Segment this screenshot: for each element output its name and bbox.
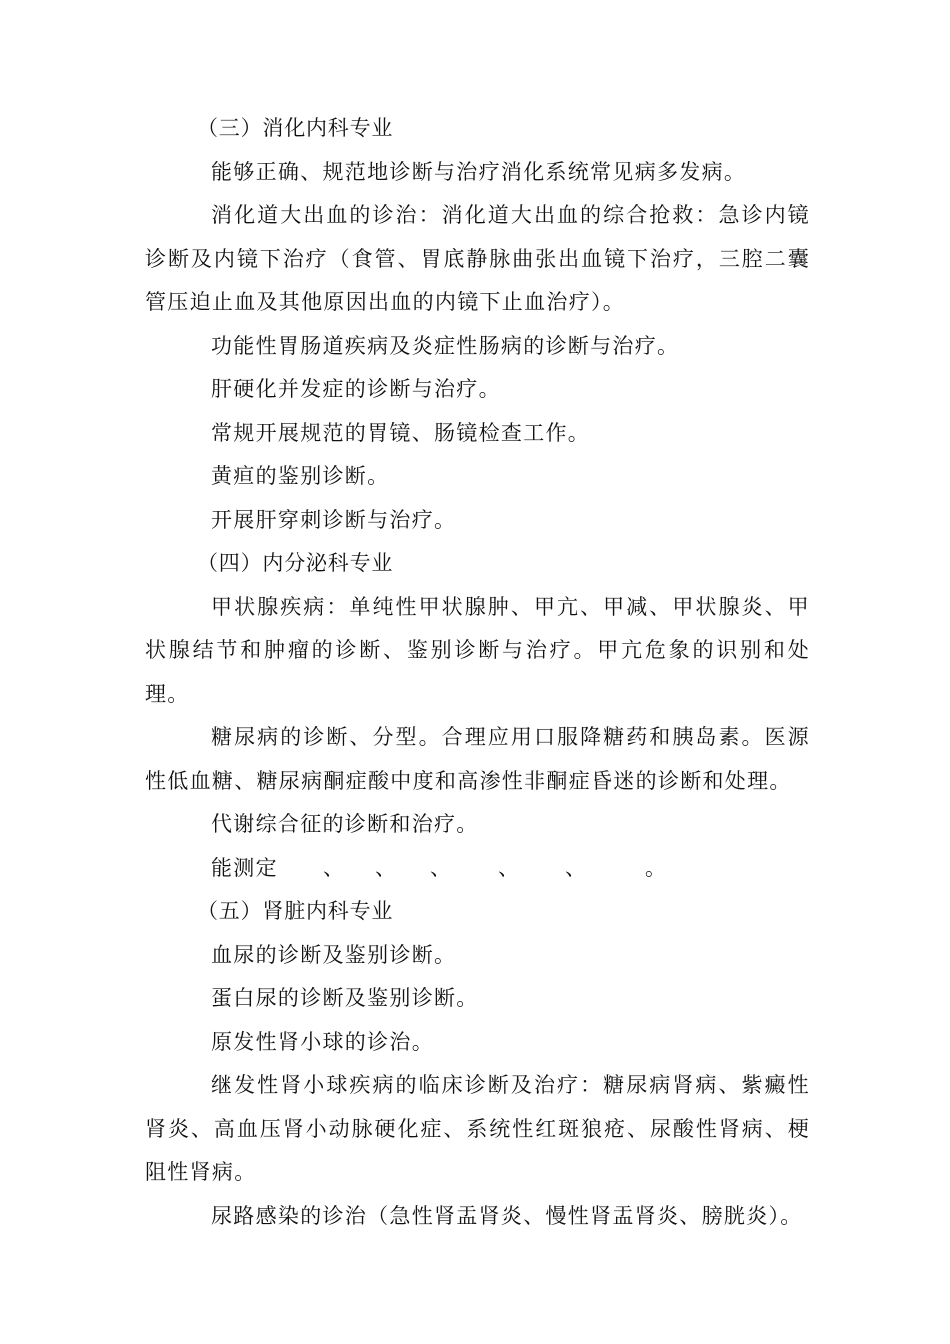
blank-separator: 、	[430, 855, 451, 880]
paragraph: 开展肝穿刺诊断与治疗。	[211, 507, 457, 532]
paragraph: 原发性肾小球的诊治。	[211, 1029, 434, 1054]
paragraph: 代谢综合征的诊断和治疗。	[211, 812, 479, 836]
section-heading-nephrology: （五）肾脏内科专业	[197, 899, 394, 923]
fill-in-blank-line	[145, 847, 810, 891]
paragraph: 肝硬化并发症的诊断与治疗。	[211, 377, 501, 401]
paragraph: 血尿的诊断及鉴别诊断。	[211, 942, 457, 967]
paragraph: 蛋白尿的诊断及鉴别诊断。	[211, 986, 479, 1010]
paragraph: 尿路感染的诊治（急性肾盂肾炎、慢性肾盂肾炎、膀胱炎）。	[211, 1203, 803, 1228]
paragraph: 继发性肾小球疾病的临床诊断及治疗：糖尿病肾病、紫癜性肾炎、高血压肾小动脉硬化症、系统性红斑狼疮、尿酸性肾病、梗阻性肾病。	[145, 1073, 810, 1184]
blank-separator: 、	[498, 855, 519, 880]
blank-separator: 、	[375, 855, 396, 880]
blank-separator: 、	[565, 855, 586, 880]
paragraph: 黄疸的鉴别诊断。	[211, 464, 390, 488]
section-heading-gastroenterology: （三）消化内科专业	[197, 116, 394, 140]
blank-line-label: 能测定	[211, 855, 278, 880]
paragraph: 消化道大出血的诊治：消化道大出血的综合抢救：急诊内镜诊断及内镜下治疗（食管、胃底静脉曲张出血镜下治疗，三腔二囊管压迫止血及其他原因出血的内镜下止血治疗）。	[145, 203, 810, 314]
paragraph: 常规开展规范的胃镜、肠镜检查工作。	[211, 420, 591, 445]
paragraph: 甲状腺疾病：单纯性甲状腺肿、甲亢、甲减、甲状腺炎、甲状腺结节和肿瘤的诊断、鉴别诊断与治疗。甲亢危象的识别和处理。	[145, 594, 810, 706]
blank-terminator: 。	[645, 855, 666, 880]
paragraph: 功能性胃肠道疾病及炎症性肠病的诊断与治疗。	[211, 333, 680, 358]
paragraph: 糖尿病的诊断、分型。合理应用口服降糖药和胰岛素。医源性低血糖、糖尿病酮症酸中度和高渗性非酮症昏迷的诊断和处理。	[145, 725, 810, 793]
paragraph: 能够正确、规范地诊断与治疗消化系统常见病多发病。	[211, 159, 747, 184]
document-body	[145, 107, 810, 1238]
section-heading-endocrinology: （四）内分泌科专业	[197, 551, 394, 575]
blank-separator: 、	[323, 855, 344, 880]
